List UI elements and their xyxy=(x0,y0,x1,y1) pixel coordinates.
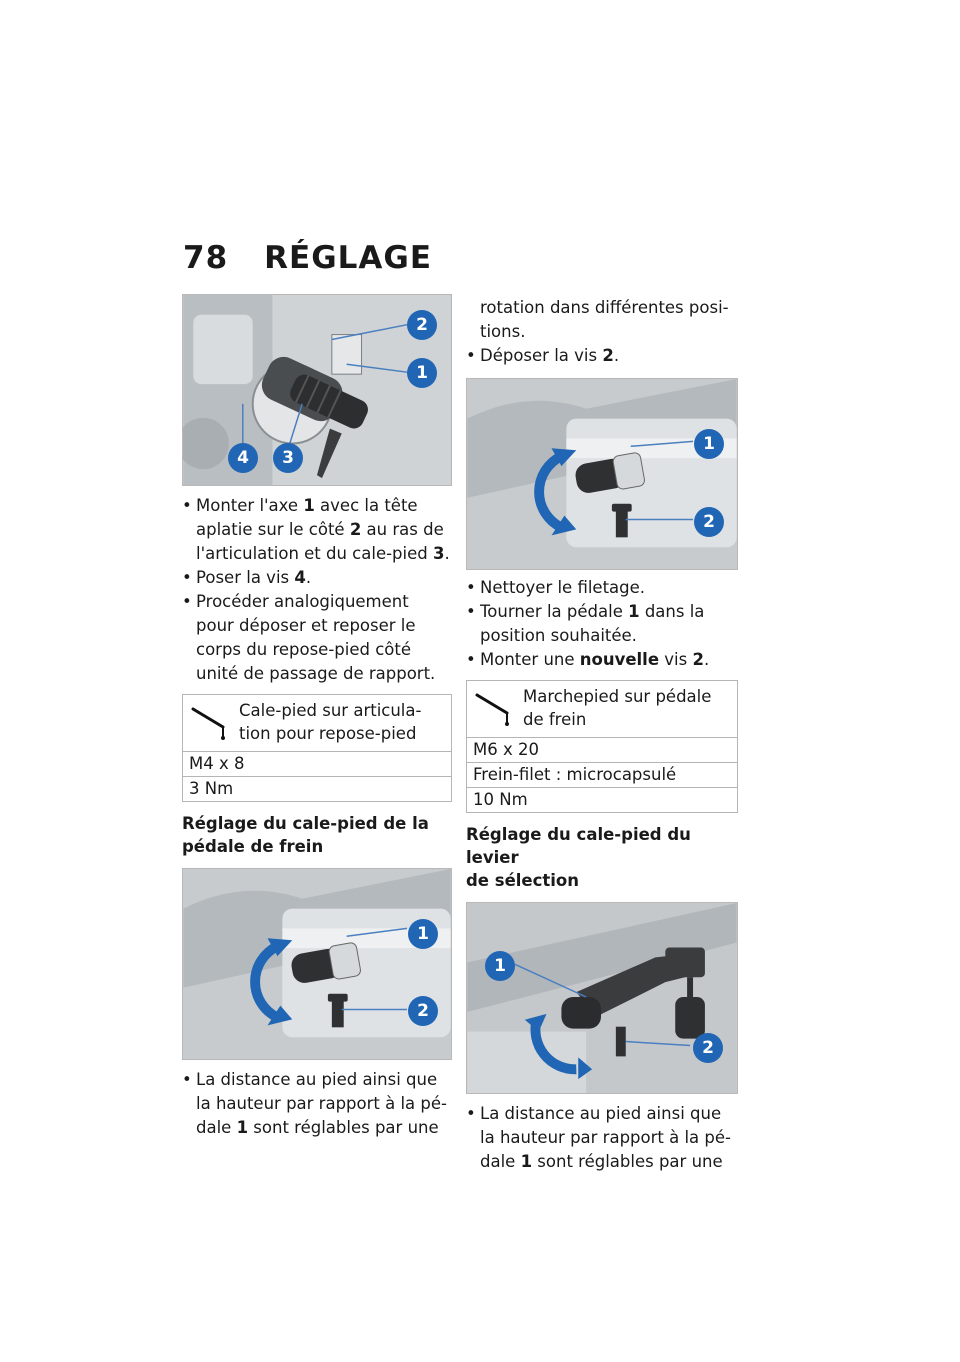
callout-3: 3 xyxy=(273,443,303,473)
brake-pedal-illustration-2 xyxy=(467,379,737,569)
figure-brake-pedal xyxy=(182,868,452,1060)
bullet-nettoyer: • Nettoyer le filetage. xyxy=(466,576,738,600)
torque-wrench-icon xyxy=(189,699,235,743)
page-title: RÉGLAGE xyxy=(264,240,432,276)
page-header xyxy=(183,240,432,276)
torque-spec-table-1: Cale-pied sur articula- tion pour repose-pied M4 x 8 3 Nm xyxy=(182,694,452,802)
shift-lever-illustration xyxy=(467,903,737,1093)
instructions-3: rotation dans différentes posi- tions. • Déposer la vis 2. xyxy=(466,296,738,368)
torque-spec-table-2: Marchepied sur pédale de frein M6 x 20 Frein-filet : microcapsulé 10 Nm xyxy=(466,680,738,813)
callout-1: 1 xyxy=(407,358,437,388)
right-column xyxy=(466,294,738,1174)
left-column xyxy=(182,294,452,1140)
spec-row: M6 x 20 xyxy=(467,738,737,763)
page-number: 78 xyxy=(183,240,229,276)
brake-pedal-illustration xyxy=(183,869,451,1059)
bullet-poser-vis: • Poser la vis 4. xyxy=(182,566,452,590)
figure-shift-lever xyxy=(466,902,738,1094)
section-heading-shift: Réglage du cale-pied du levier de sélection xyxy=(466,825,691,890)
torque-wrench-icon xyxy=(473,685,519,729)
instructions-5: • La distance au pied ainsi que la hauteur par rapport à la pé- dale 1 sont réglables par une xyxy=(466,1102,738,1174)
callout-1: 1 xyxy=(485,951,515,981)
spec-row: 10 Nm xyxy=(473,790,528,809)
callout-2: 2 xyxy=(407,310,437,340)
callout-4: 4 xyxy=(228,443,258,473)
callout-1: 1 xyxy=(694,429,724,459)
instructions-1: • Monter l'axe 1 avec la tête aplatie sur le côté 2 au ras de l'articulation et du cale-pied 3. • Poser la vis 4. • Procéder analogiquement pour déposer et reposer le corps du repose-pied côté unité de passage de rapport. xyxy=(182,494,452,686)
bullet-deposer-vis: • Déposer la vis 2. xyxy=(466,344,738,368)
spec-row: Frein-filet : microcapsulé xyxy=(467,763,737,788)
instructions-4: • Nettoyer le filetage. • Tourner la pédale 1 dans la position souhaitée. • Monter une nouvelle vis 2. xyxy=(466,576,738,672)
figure-footrest-axis xyxy=(182,294,452,486)
spec-row: 3 Nm xyxy=(189,779,234,798)
bullet-monter-vis: • Monter une nouvelle vis 2. xyxy=(466,648,738,672)
section-heading-brake: Réglage du cale-pied de la pédale de frein xyxy=(182,814,429,856)
instructions-2: • La distance au pied ainsi que la hauteur par rapport à la pé- dale 1 sont réglables par une xyxy=(182,1068,452,1140)
spec-row: M4 x 8 xyxy=(183,752,451,777)
bullet-proceder: • Procéder analogiquement xyxy=(182,590,452,614)
callout-2: 2 xyxy=(408,996,438,1026)
bullet-tourner: • Tourner la pédale 1 dans la xyxy=(466,600,738,624)
bullet-monter-axe: • Monter l'axe 1 avec la tête xyxy=(182,494,452,518)
callout-2: 2 xyxy=(693,1033,723,1063)
figure-brake-pedal-2 xyxy=(466,378,738,570)
callout-2: 2 xyxy=(694,507,724,537)
callout-1: 1 xyxy=(408,919,438,949)
